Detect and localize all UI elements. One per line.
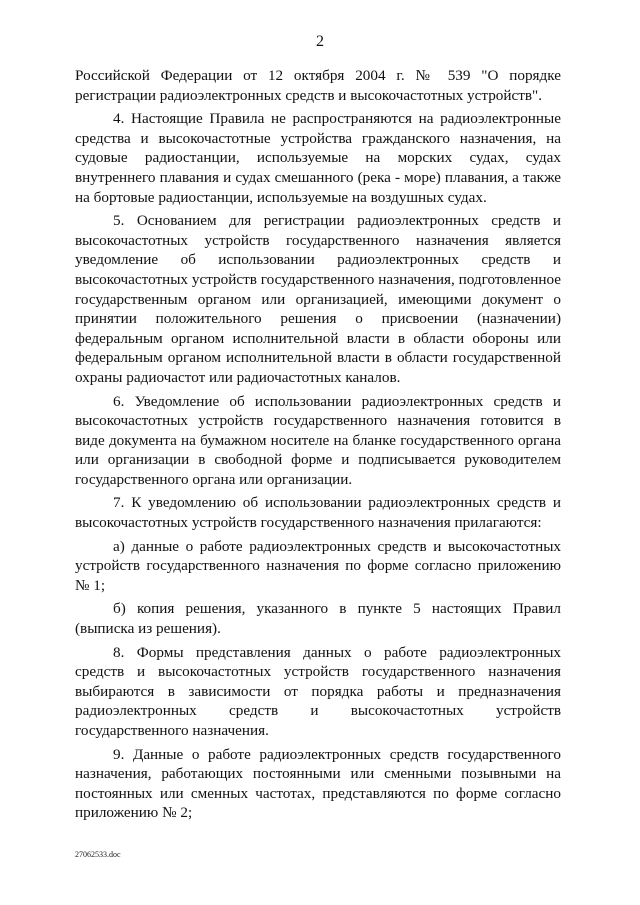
page-number: 2: [316, 33, 324, 50]
paragraph-4: 4. Настоящие Правила не распространяются на радиоэлектронные средства и высокочастотные устройства гражданского назначения, на судовые радиостанции, используемые на морских судах, судах внутреннего плавания и судах смешанного (река - море) плавания, а также на бортовые радиостанции, используемые на воздушных судах.: [75, 110, 561, 206]
document-filename: 27062533.doc: [75, 850, 121, 859]
paragraph-5: 5. Основанием для регистрации радиоэлектронных средств и высокочастотных устройств государственного назначения является уведомление об использовании радиоэлектронных средств и высокочастотных устройств государственного назначения, подготовленное государственным органом или организацией, имеющими документ о принятии положительного решения о присвоении (назначении) федеральным органом исполнительной власти в области обороны или федеральным органом исполнительной власти в области государственной охраны радиочастот или радиочастотных каналов.: [75, 212, 561, 386]
paragraph-6: 6. Уведомление об использовании радиоэлектронных средств и высокочастотных устройств государственного назначения готовится в виде документа на бумажном носителе на бланке государственного органа или организации в свободной форме и подписывается руководителем государственного органа или организации.: [75, 392, 561, 488]
document-body: [75, 66, 561, 827]
paragraph-7: 7. К уведомлению об использовании радиоэлектронных средств и высокочастотных устройств государственного назначения прилагаются:: [75, 494, 561, 532]
paragraph-7a: а) данные о работе радиоэлектронных средств и высокочастотных устройств государственного назначения по форме согласно приложению № 1;: [75, 537, 561, 594]
paragraph-continuation: Российской Федерации от 12 октября 2004 г. № 539 "О порядке регистрации радиоэлектронных средств и высокочастотных устройств".: [75, 67, 561, 104]
paragraph-8: 8. Формы представления данных о работе радиоэлектронных средств и высокочастотных устройств государственного назначения выбираются в зависимости от порядка работы и предназначения радиоэлектронных средств и высокочастотных устройств государственного назначения.: [75, 643, 561, 739]
paragraph-7b: б) копия решения, указанного в пункте 5 настоящих Правил (выписка из решения).: [75, 600, 561, 638]
paragraph-9: 9. Данные о работе радиоэлектронных средств государственного назначения, работающих постоянными или сменными позывными на постоянных или сменных частотах, представляются по форме согласно приложению № 2;: [75, 745, 561, 822]
